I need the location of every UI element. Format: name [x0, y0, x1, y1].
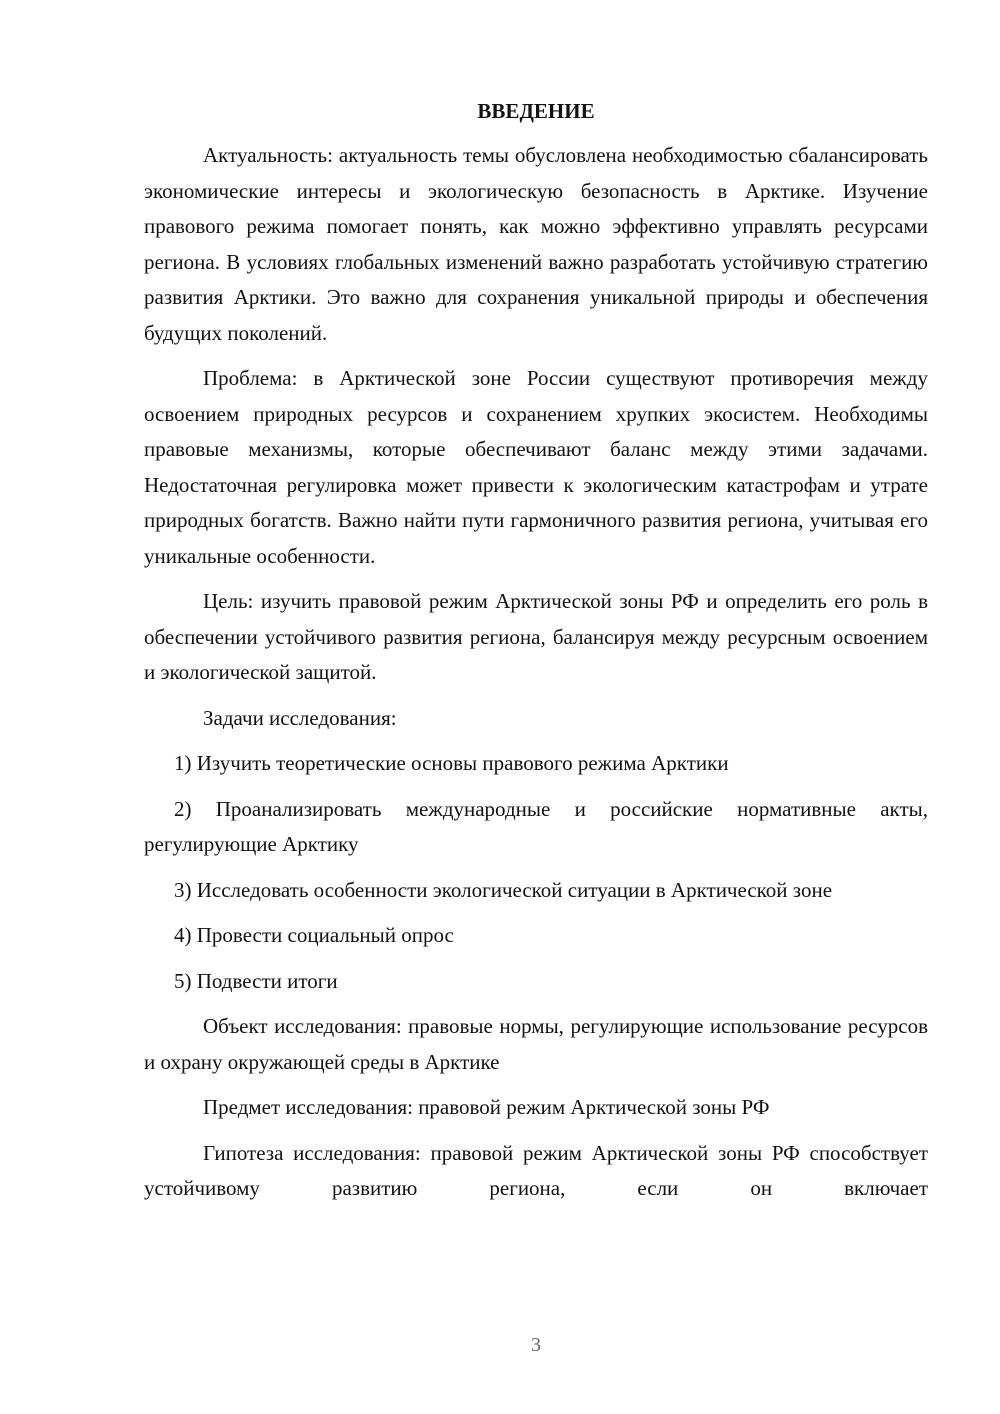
- task-item-4: 4) Провести социальный опрос: [174, 923, 454, 947]
- tasks-heading: Задачи исследования:: [203, 705, 397, 730]
- subject-paragraph: Предмет исследования: правовой режим Арктической зоны РФ: [203, 1095, 770, 1119]
- page-number: 3: [531, 1334, 541, 1356]
- task-item-1: 1) Изучить теоретические основы правового режима Арктики: [174, 751, 729, 775]
- task-item-5: 5) Подвести итоги: [174, 968, 338, 993]
- page-content: [144, 96, 928, 1217]
- task-item-3: 3) Исследовать особенности экологической ситуации в Арктической зоне: [174, 877, 833, 902]
- task-item-2: 2) Проанализировать международные и российские нормативные акты, регулирующие Арктику: [144, 796, 928, 856]
- goal-paragraph: Цель: изучить правовой режим Арктической зоны РФ и определить его роль в обеспечении устойчивого развития региона, балансируя между ресурсным освоением и экологической защитой.: [144, 589, 928, 684]
- hypothesis-paragraph: Гипотеза исследования: правовой режим Арктической зоны РФ способствует устойчивому развитию региона, если он включает: [144, 1140, 928, 1200]
- section-title: ВВЕДЕНИЕ: [477, 99, 595, 123]
- object-paragraph: Объект исследования: правовые нормы, регулирующие использование ресурсов и охрану окружающей среды в Арктике: [144, 1014, 928, 1074]
- relevance-paragraph: Актуальность: актуальность темы обусловлена необходимостью сбалансировать экономические интересы и экологическую безопасность в Арктике. Изучение правового режима помогает понять, как можно эффективно управлять ресурсами региона. В условиях глобальных изменений важно разработать устойчивую стратегию развития Арктики. Это важно для сохранения уникальной природы и обеспечения будущих поколений.: [144, 143, 928, 345]
- problem-paragraph: Проблема: в Арктической зоне России существуют противоречия между освоением природных ресурсов и сохранением хрупких экосистем. Необходимы правовые механизмы, которые обеспечивают баланс между этими задачами. Недостаточная регулировка может привести к экологическим катастрофам и утрате природных богатств. Важно найти пути гармоничного развития региона, учитывая его уникальные особенности.: [144, 366, 928, 568]
